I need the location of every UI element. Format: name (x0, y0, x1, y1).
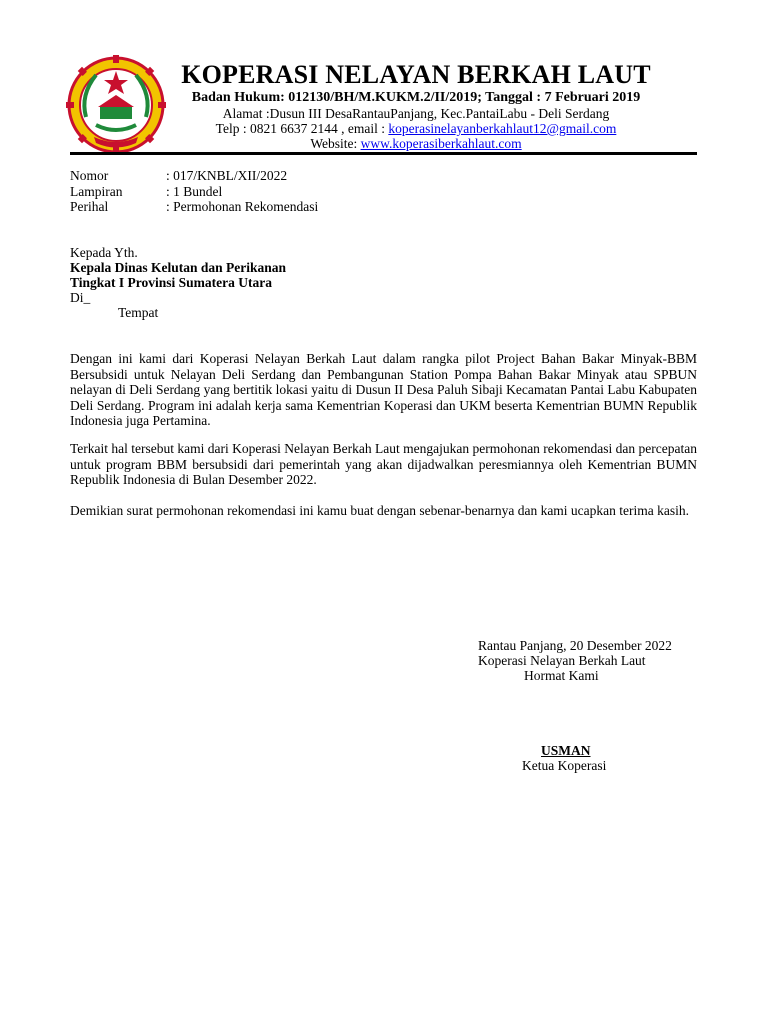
recipient-tempat: Tempat (118, 305, 159, 320)
email-link[interactable]: koperasinelayanberkahlaut12@gmail.com (388, 121, 617, 136)
signatory-name: USMAN (541, 743, 591, 758)
website-line (166, 136, 666, 152)
cooperative-logo (66, 55, 166, 155)
body-paragraph: Terkait hal tersebut kami dari Koperasi Nelayan Berkah Laut mengajukan permohonan rekomendasi dan percepatan untuk program BBM bersubsidi dari pemerintah yang akan dijadwalkan peresmiannya oleh Kementrian BUMN Republik Indonesia di Bulan Desember 2022. (70, 441, 697, 488)
website-label: Website: (310, 136, 361, 151)
organization-title: KOPERASI NELAYAN BERKAH LAUT (181, 60, 651, 89)
body-paragraph: Demikian surat permohonan rekomendasi ini kamu buat dengan sebenar-benarnya dan kami ucapkan terima kasih. (70, 503, 690, 518)
body-paragraph: Dengan ini kami dari Koperasi Nelayan Berkah Laut dalam rangka pilot Project Bahan Bakar Minyak-BBM Bersubsidi untuk Nelayan Deli Serdang dan Pembangunan Station Pompa Bahan Bakar Minyak atau SPBUN nelayan di Deli Serdang yang bertitik lokasi yaitu di Dusun II Desa Paluh Sibaji Kecamatan Pantai Labu Kabupaten Deli Serdang. Program ini adalah kerja sama Kementrian Koperasi dan UKM beserta Kementrian BUMN Republik Indonesia juga Pertamina. (70, 351, 697, 429)
closing-salutation: Hormat Kami (524, 668, 599, 683)
contact-line (166, 121, 666, 137)
legal-registration: Badan Hukum: 012130/BH/M.KUKM.2/II/2019; Tanggal : 7 Februari 2019 (191, 90, 641, 105)
recipient-di: Di_ (70, 290, 91, 305)
website-link[interactable]: www.koperasiberkahlaut.com (360, 136, 522, 151)
recipient-line-1: Kepala Dinas Kelutan dan Perikanan (70, 260, 287, 275)
recipient-greeting: Kepada Yth. (70, 245, 138, 260)
meta-value-lampiran: : 1 Bundel (166, 184, 223, 199)
meta-value-perihal: : Permohonan Rekomendasi (166, 199, 319, 214)
place-date: Rantau Panjang, 20 Desember 2022 (478, 638, 672, 653)
signatory-position: Ketua Koperasi (522, 758, 607, 773)
meta-label-perihal: Perihal (70, 199, 109, 214)
meta-label-lampiran: Lampiran (70, 184, 123, 199)
signature-organization: Koperasi Nelayan Berkah Laut (478, 653, 646, 668)
letterhead-divider (70, 152, 697, 155)
telp-label: Telp : 0821 6637 2144 , email : (215, 121, 389, 136)
meta-value-nomor: : 017/KNBL/XII/2022 (166, 168, 288, 183)
organization-address: Alamat :Dusun III DesaRantauPanjang, Kec.PantaiLabu - Deli Serdang (222, 106, 610, 121)
recipient-line-2: Tingkat I Provinsi Sumatera Utara (70, 275, 273, 290)
meta-label-nomor: Nomor (70, 168, 109, 183)
